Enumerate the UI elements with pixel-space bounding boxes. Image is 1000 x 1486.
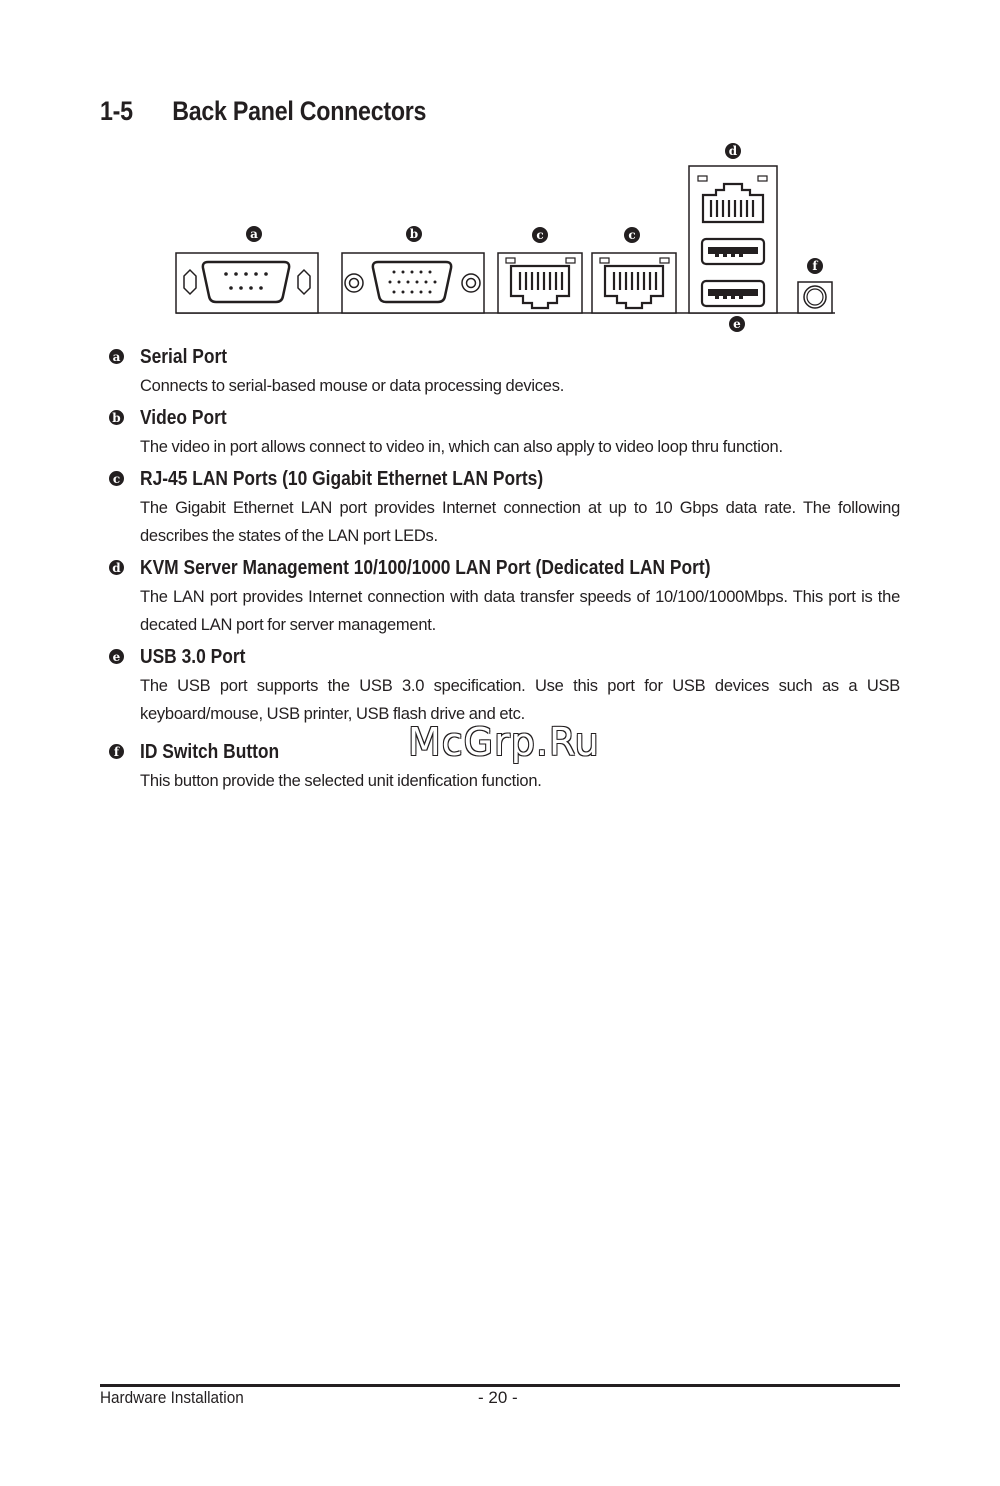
- marker-c1-label: c: [536, 228, 544, 242]
- marker-b-icon: [406, 226, 422, 242]
- section-title-text: Back Panel Connectors: [172, 96, 427, 126]
- item-title: KVM Server Management 10/100/1000 LAN Port (Dedicated LAN Port): [140, 557, 711, 579]
- item-management-lan-port: [100, 553, 900, 639]
- marker-e-icon: e: [109, 649, 124, 664]
- item-description: The USB port supports the USB 3.0 specification. Use this port for USB devices such as a USB keyboard/mouse, USB printer, USB flash drive and etc.: [140, 677, 900, 723]
- serial-port-icon: [176, 253, 318, 313]
- marker-d-icon: d: [109, 560, 124, 575]
- back-panel-diagram: [170, 138, 840, 338]
- item-description: Connects to serial-based mouse or data processing devices.: [140, 377, 565, 395]
- marker-f-icon: f: [109, 744, 124, 759]
- footer-divider: [100, 1384, 900, 1387]
- marker-a-icon: a: [109, 349, 124, 364]
- section-number: 1-5: [100, 96, 133, 126]
- item-video-port: [100, 403, 900, 461]
- item-serial-port: [100, 342, 900, 400]
- marker-c-icon: c: [109, 471, 124, 486]
- marker-c2-label: c: [628, 228, 636, 242]
- item-title: Serial Port: [140, 346, 228, 368]
- marker-b-label: b: [409, 227, 419, 241]
- item-title: ID Switch Button: [140, 741, 280, 763]
- section-title: [100, 96, 426, 127]
- item-heading: [112, 342, 900, 372]
- marker-f-icon: [807, 258, 823, 274]
- item-title: Video Port: [140, 407, 227, 429]
- marker-b-icon: b: [109, 410, 124, 425]
- lan-usb-stack-icon: [689, 166, 777, 313]
- marker-a-icon: [246, 226, 262, 242]
- item-description: This button provide the selected unit idenfication function.: [140, 772, 542, 790]
- id-switch-button-icon: [798, 282, 832, 313]
- marker-f-label: f: [812, 259, 818, 273]
- lan-port-2-icon: [592, 253, 676, 313]
- watermark: McGrp.Ru: [408, 720, 600, 764]
- marker-c2-icon: [624, 227, 640, 243]
- item-heading: [112, 464, 900, 494]
- footer-chapter: Hardware Installation: [100, 1388, 244, 1407]
- marker-d-icon: [725, 143, 741, 159]
- item-description: The Gigabit Ethernet LAN port provides Internet connection at up to 10 Gbps data rate. The following describes the states of the LAN port LEDs.: [140, 499, 900, 545]
- item-heading: [112, 403, 900, 433]
- marker-d-label: d: [728, 144, 738, 158]
- lan-port-1-icon: [498, 253, 582, 313]
- item-usb-port: [100, 642, 900, 728]
- item-description: The video in port allows connect to video in, which can also apply to video loop thru function.: [140, 438, 783, 456]
- marker-c1-icon: [532, 227, 548, 243]
- marker-a-label: a: [250, 227, 258, 241]
- marker-e-label: e: [733, 317, 741, 331]
- item-title: RJ-45 LAN Ports (10 Gigabit Ethernet LAN Ports): [140, 468, 544, 490]
- item-lan-ports: [100, 464, 900, 550]
- item-heading: [112, 642, 900, 672]
- item-heading: [112, 553, 900, 583]
- page-number: - 20 -: [478, 1388, 518, 1407]
- vga-port-icon: [342, 253, 484, 313]
- item-title: USB 3.0 Port: [140, 646, 246, 668]
- marker-e-icon: [729, 316, 745, 332]
- item-description: The LAN port provides Internet connection with data transfer speeds of 10/100/1000Mbps. This port is the decated LAN port for server management.: [140, 588, 900, 634]
